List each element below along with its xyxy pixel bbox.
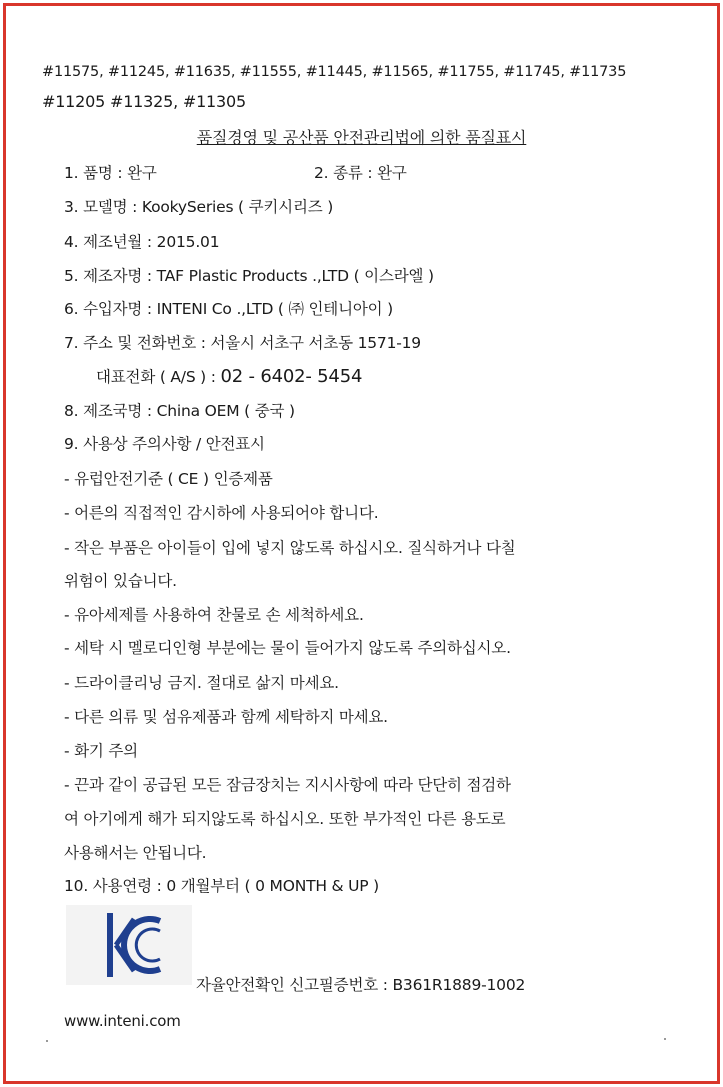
caution-fasteners-line-2: 여 아기에게 해가 되지않도록 하십시오. 또한 부가적인 다른 용도로: [64, 810, 506, 828]
phone-label: 대표전화 ( A/S ) :: [96, 368, 221, 386]
kc-mark-icon: [104, 909, 164, 981]
caution-ce-certified: - 유럽안전기준 ( CE ) 인증제품: [64, 470, 273, 488]
self-safety-certification-number: 자율안전확인 신고필증번호 : B361R1889-1002: [196, 976, 526, 994]
caution-fire: - 화기 주의: [64, 742, 138, 760]
item-manufacture-date: 4. 제조년월 : 2015.01: [64, 233, 220, 251]
kc-logo-area: [66, 905, 192, 985]
phone-number: 02 - 6402- 5454: [220, 366, 363, 387]
item-country-of-manufacture: 8. 제조국명 : China OEM ( 중국 ): [64, 402, 295, 420]
caution-small-parts-line-2: 위험이 있습니다.: [64, 572, 177, 590]
item-product-name: 1. 품명 : 완구: [64, 164, 157, 182]
decorative-dot: [664, 1038, 666, 1040]
website-link[interactable]: www.inteni.com: [64, 1012, 181, 1030]
representative-phone: [96, 367, 362, 387]
decorative-dot: [46, 1040, 48, 1042]
caution-hand-wash: - 유아세제를 사용하여 찬물로 손 세척하세요.: [64, 606, 364, 624]
item-age-range: 10. 사용연령 : 0 개월부터 ( 0 MONTH & UP ): [64, 877, 380, 895]
caution-melody-doll: - 세탁 시 멜로디인형 부분에는 물이 들어가지 않도록 주의하십시오.: [64, 639, 511, 657]
caution-fasteners-line-1: - 끈과 같이 공급된 모든 잠금장치는 지시사항에 따라 단단히 점검하: [64, 776, 511, 794]
item-cautions-heading: 9. 사용상 주의사항 / 안전표시: [64, 435, 265, 453]
document-title: 품질경영 및 공산품 안전관리법에 의한 품질표시: [196, 128, 527, 147]
caution-adult-supervision: - 어른의 직접적인 감시하에 사용되어야 합니다.: [64, 504, 379, 522]
item-address-phone: 7. 주소 및 전화번호 : 서울시 서초구 서초동 1571-19: [64, 334, 421, 352]
caution-fasteners-line-3: 사용해서는 안됩니다.: [64, 844, 207, 862]
caution-wash-separately: - 다른 의류 및 섬유제품과 함께 세탁하지 마세요.: [64, 708, 388, 726]
item-importer: 6. 수입자명 : INTENI Co .,LTD ( ㈜ 인테니아이 ): [64, 300, 393, 318]
item-product-type: 2. 종류 : 완구: [314, 164, 407, 182]
product-codes-line-1: #11575, #11245, #11635, #11555, #11445, #11565, #11755, #11745, #11735: [42, 64, 627, 80]
caution-no-dry-clean: - 드라이클리닝 금지. 절대로 삶지 마세요.: [64, 674, 339, 692]
item-manufacturer: 5. 제조자명 : TAF Plastic Products .,LTD ( 이스라엘 ): [64, 267, 434, 285]
caution-small-parts-line-1: - 작은 부품은 아이들이 입에 넣지 않도록 하십시오. 질식하거나 다칠: [64, 539, 516, 557]
product-codes-line-2: #11205 #11325, #11305: [42, 92, 246, 111]
item-model-name: 3. 모델명 : KookySeries ( 쿠키시리즈 ): [64, 198, 334, 216]
